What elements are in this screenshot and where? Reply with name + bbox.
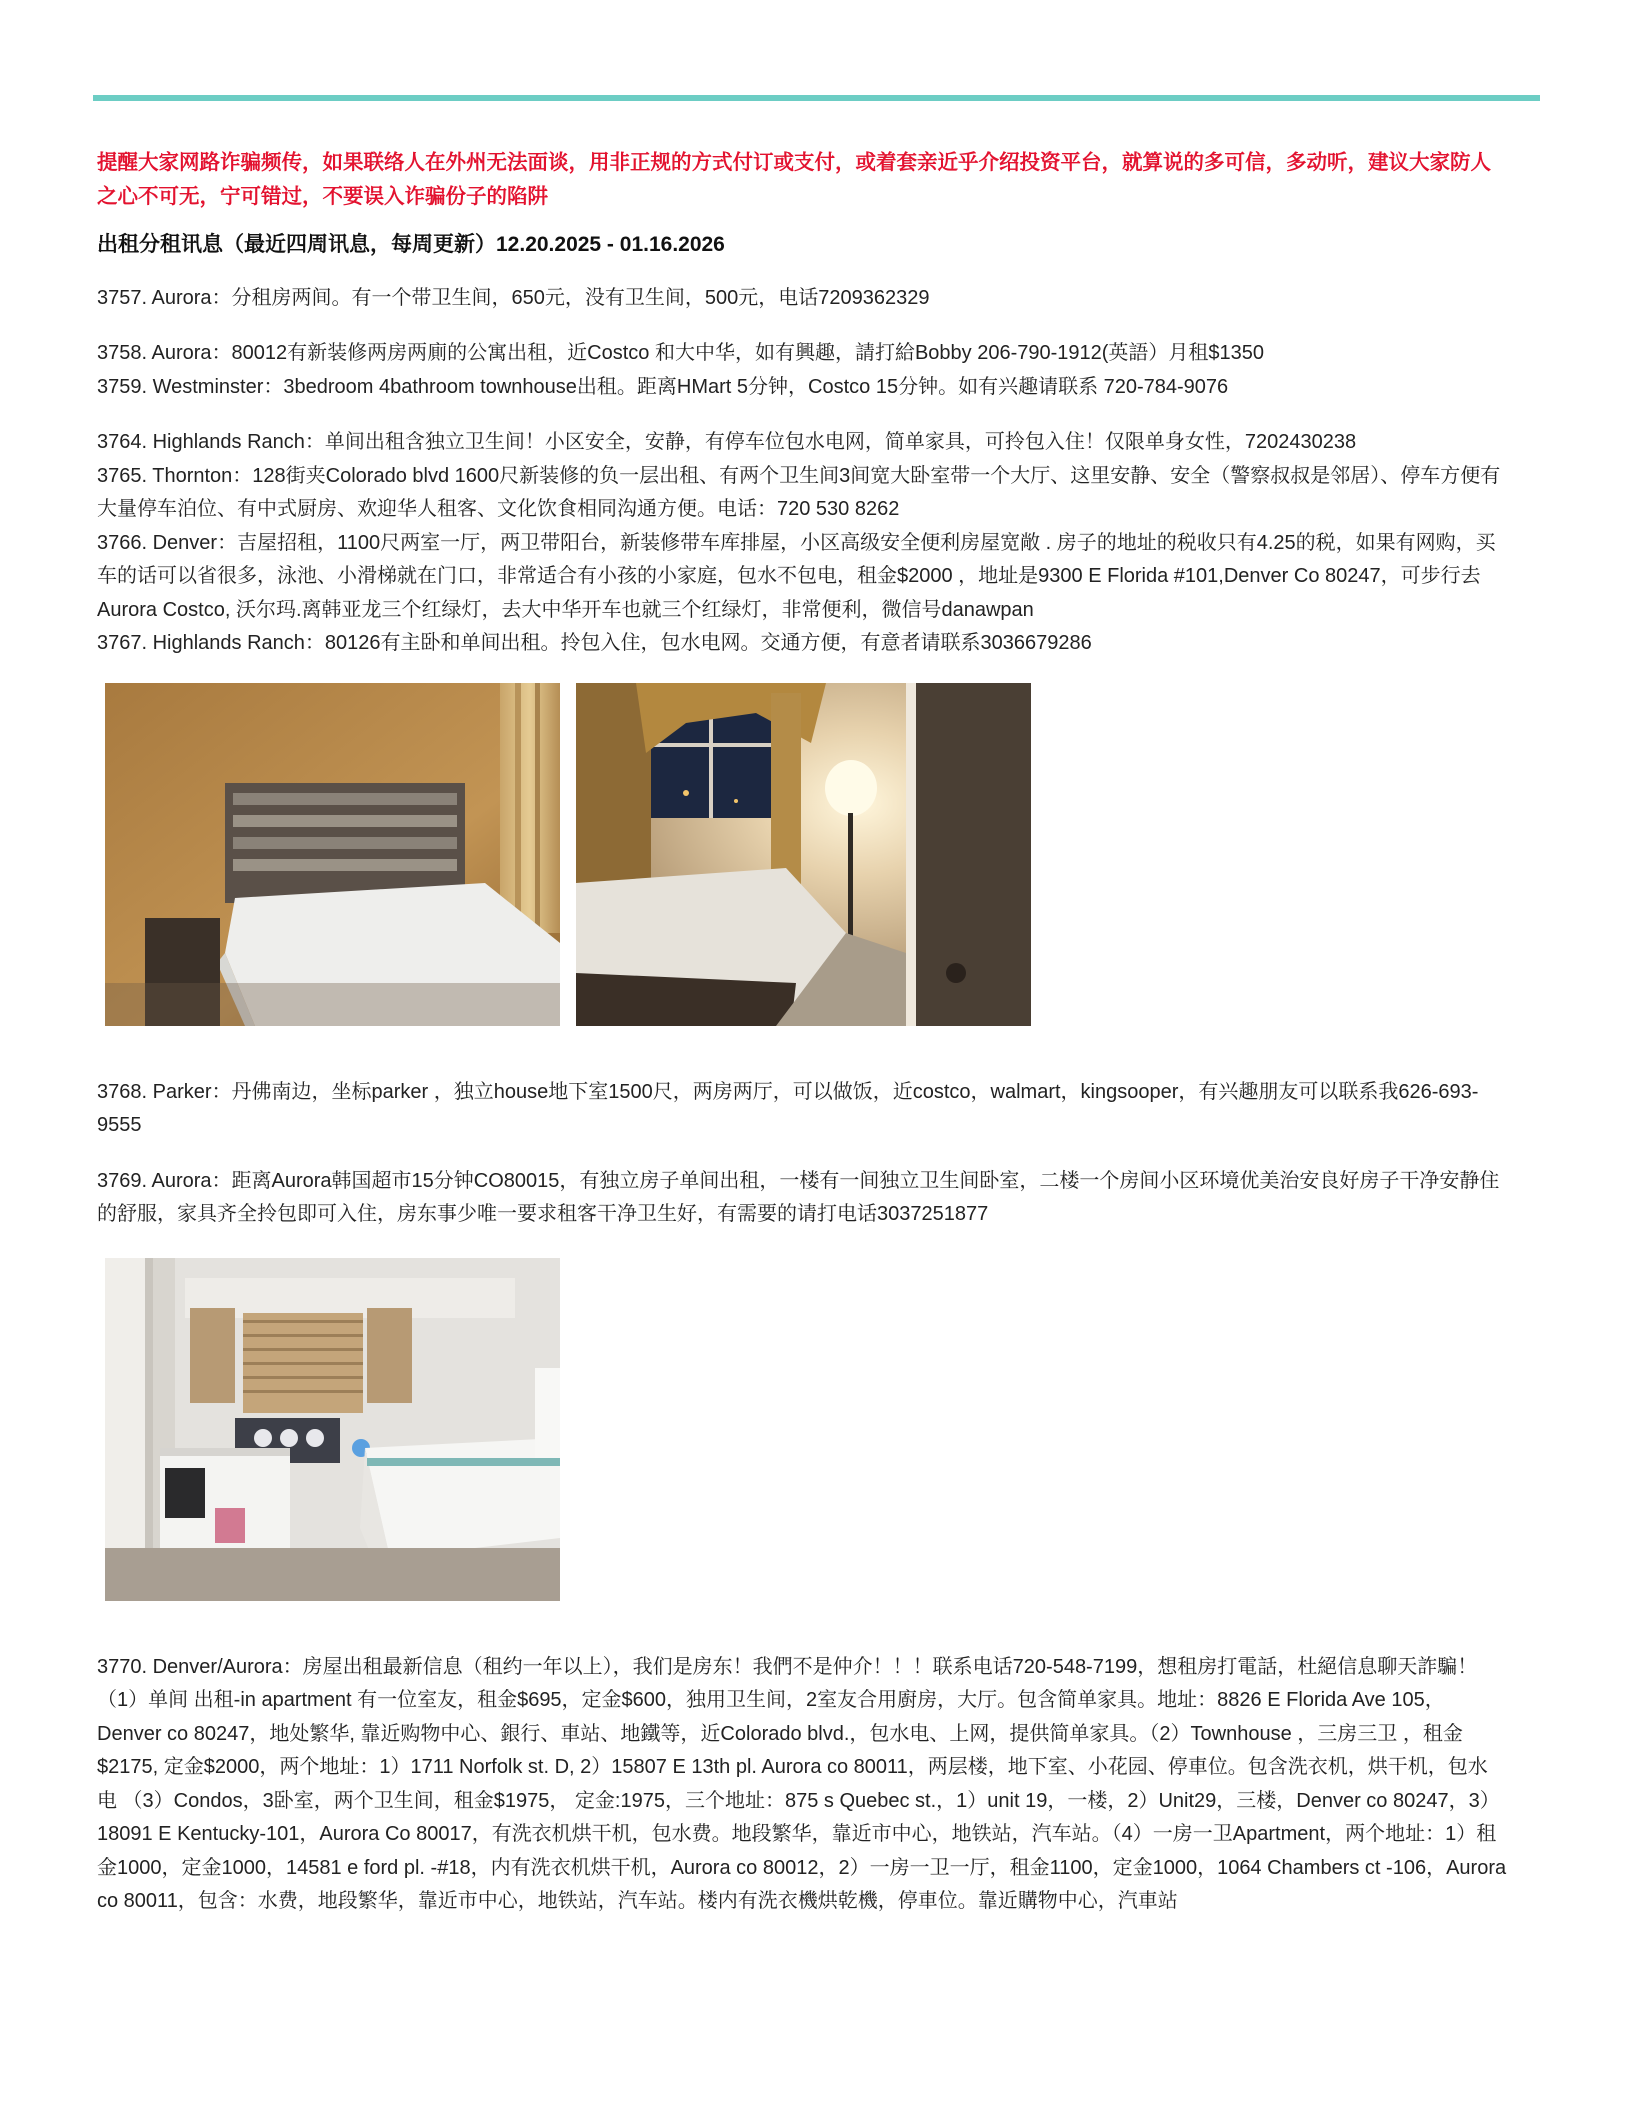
bedroom-photo-1 xyxy=(105,683,560,1026)
section-title: 出租分租讯息（最近四周讯息，每周更新）12.20.2025 - 01.16.2026 xyxy=(97,233,725,256)
listing-group-3764-3767 xyxy=(97,426,1507,661)
listing-3759: 3759. Westminster：3bedroom 4bathroom townhouse出租。距离HMart 5分钟，Costco 15分钟。如有兴趣请联系 720-784-9076 xyxy=(97,375,1229,398)
listing-3765: 3765. Thornton：128街夹Colorado blvd 1600尺新装修的负一层出租、有两个卫生间3间宽大卧室带一个大厅、这里安静、安全（警察叔叔是邻居）、停车方便有大量停车泊位、有中式厨房、欢迎华人租客、文化饮食相同沟通方便。电话：720 530 8262 xyxy=(97,464,1501,520)
photo-row-3769 xyxy=(105,1258,1507,1601)
photo-row-3767 xyxy=(105,683,1507,1026)
listing-content xyxy=(97,146,1507,1941)
listing-3767: 3767. Highlands Ranch：80126有主卧和单间出租。拎包入住，包水电网。交通方便，有意者请联系3036679286 xyxy=(97,632,1092,654)
fraud-warning: 提醒大家网路诈骗频传，如果联络人在外州无法面谈，用非正规的方式付订或支付，或着套亲近乎介绍投资平台，就算说的多可信，多动听，建议大家防人之心不可无，宁可错过，不要误入诈骗份子的陷阱 xyxy=(97,151,1491,208)
bedroom-photo-3 xyxy=(105,1258,560,1601)
header-divider xyxy=(93,95,1540,101)
listing-text: 3769. Aurora：距离Aurora韩国超市15分钟CO80015，有独立房子单间出租，一楼有一间独立卫生间卧室，二楼一个房间小区环境优美治安良好房子干净安静住的舒服，家具齐全拎包即可入住，房东事少唯一要求租客干净卫生好，有需要的请打电话3037251877 xyxy=(97,1169,1500,1225)
listing-3758: 3758. Aurora：80012有新装修两房两廁的公寓出租，近Costco 和大中华，如有興趣，請打給Bobby 206-790-1912(英語）月租$1350 xyxy=(97,342,1265,364)
listing-3769 xyxy=(97,1165,1507,1232)
listing-3764: 3764. Highlands Ranch：单间出租含独立卫生间！小区安全，安静，有停车位包水电网，简单家具，可拎包入住！仅限单身女性，7202430238 xyxy=(97,431,1357,453)
listing-text: 3770. Denver/Aurora：房屋出租最新信息（租约一年以上），我们是房东！我們不是仲介！！！联系电话720-548-7199，想租房打電話，杜絕信息聊天詐騙！（1）单间 出租-in apartment 有一位室友，租金$695，定金$600，独用卫生间，2室友合用廚房，大厅。包含简单家具。地址：8826 E Florida Ave 105，Denver co 80247，地处繁华, 靠近购物中心、銀行、車站、地鐵等，近Colorado blvd.，包水电、上网，提供简单家具。（2）Townhouse ，三房三卫 ，租金$2175, 定金$2000，两个地址：1）1711 Norfolk st. D, 2）15807 E 13th pl. Aurora co 80011，两层楼，地下室、小花园、停車位。包含洗衣机，烘干机，包水电 （3）Condos，3卧室，两个卫生间，租金$1975， 定金:1975，三个地址：875 s Quebec st.，1）unit 19，一楼，2）Unit29，三楼，Denver co 80247，3） 18091 E Kentucky-101，Aurora Co 80017，有洗衣机烘干机，包水费。地段繁华，靠近市中心，地铁站，汽车站。（4）一房一卫Apartment，两个地址：1）租金1000，定金1000，14581 e ford pl. -#18，内有洗衣机烘干机，Aurora co 80012，2）一房一卫一厅，租金1100，定金1000，1064 Chambers ct -106，Aurora co 80011，包含：水费，地段繁华，靠近市中心，地铁站，汽车站。楼内有洗衣機烘乾機，停車位。靠近購物中心，汽車站 xyxy=(97,1655,1507,1912)
listing-3766: 3766. Denver：吉屋招租，1100尺两室一厅，两卫带阳台，新装修带车库排屋，小区高级安全便利房屋宽敞 . 房子的地址的税收只有4.25的税，如果有网购，买车的话可以省很多，泳池、小滑梯就在门口，非常适合有小孩的小家庭，包水不包电，租金$2000 ，地址是9300 E Florida #101,Denver Co 80247，可步行去Aurora Costco, 沃尔玛.离韩亚龙三个红绿灯，去大中华开车也就三个红绿灯，非常便利，微信号danawpan xyxy=(97,531,1496,621)
bedroom-photo-2 xyxy=(576,683,1031,1026)
listing-3768 xyxy=(97,1076,1507,1143)
listing-text: 3768. Parker：丹佛南边，坐标parker ，独立house地下室1500尺，两房两厅，可以做饭，近costco，walmart，kingsooper，有兴趣朋友可以联系我626-693-9555 xyxy=(97,1080,1479,1136)
listing-3757 xyxy=(97,282,1507,316)
listing-text: 3757. Aurora：分租房两间。有一个带卫生间，650元，没有卫生间，500元，电话7209362329 xyxy=(97,286,930,309)
listing-3770 xyxy=(97,1651,1507,1919)
listing-group-3758-3759 xyxy=(97,337,1507,404)
